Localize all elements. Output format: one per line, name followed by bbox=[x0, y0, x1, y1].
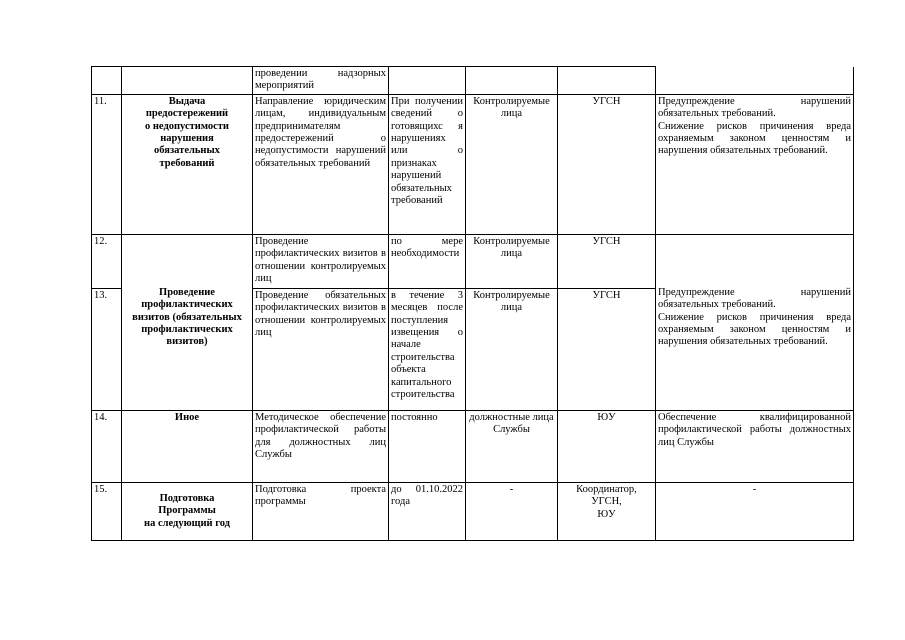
measure-title bbox=[122, 67, 253, 95]
measure-result: Предупреждение нарушений обязательных требований. Снижение рисков причинения вреда охраняемым законом ценностям и нарушения обязательных требований. bbox=[656, 94, 854, 234]
row-number bbox=[92, 67, 122, 95]
measure-action: Направление юридическим лицам, индивидуальным предпринимателям предостережений о недопустимости нарушений обязательных требований bbox=[253, 94, 389, 234]
measure-subjects: должностные лица Службы bbox=[466, 410, 558, 482]
measure-action: Проведение профилактических визитов в отношении контролируемых лиц bbox=[253, 234, 389, 288]
measure-result: - bbox=[656, 482, 854, 540]
measure-action: проведении надзорных мероприятий bbox=[253, 67, 389, 95]
measure-action: Подготовка проекта программы bbox=[253, 482, 389, 540]
measure-department: УГСН bbox=[558, 94, 656, 234]
measure-department bbox=[558, 67, 656, 95]
measure-subjects bbox=[466, 67, 558, 95]
measure-subjects: Контролируемые лица bbox=[466, 94, 558, 234]
measure-term: по мере необходимости bbox=[389, 234, 466, 288]
measure-title: Проведение профилактических визитов (обязательных профилактических визитов) bbox=[122, 234, 253, 410]
measure-title: Выдача предостережений о недопустимости нарушения обязательных требований bbox=[122, 94, 253, 234]
measure-term: в течение 3 месяцев после поступления извещения о начале строительства объекта капитального строительства bbox=[389, 288, 466, 410]
measure-subjects: - bbox=[466, 482, 558, 540]
row-number: 12. bbox=[92, 234, 122, 288]
measure-term: При получении сведений о готовящихс я нарушениях или о признаках нарушений обязательных требований bbox=[389, 94, 466, 234]
measure-department: ЮУ bbox=[558, 410, 656, 482]
row-number: 15. bbox=[92, 482, 122, 540]
row-number: 14. bbox=[92, 410, 122, 482]
measure-term: постоянно bbox=[389, 410, 466, 482]
row-number: 11. bbox=[92, 94, 122, 234]
table-row-continuation bbox=[92, 67, 854, 95]
table-row-12 bbox=[92, 234, 854, 288]
plan-table bbox=[91, 66, 854, 541]
measure-action: Проведение обязательных профилактических визитов в отношении контролируемых лиц bbox=[253, 288, 389, 410]
measure-department: Координатор, УГСН, ЮУ bbox=[558, 482, 656, 540]
measure-subjects: Контролируемые лица bbox=[466, 234, 558, 288]
measure-term bbox=[389, 67, 466, 95]
table-row-11 bbox=[92, 94, 854, 234]
measure-action: Методическое обеспечение профилактической работы для должностных лиц Службы bbox=[253, 410, 389, 482]
measure-title: Подготовка Программы на следующий год bbox=[122, 482, 253, 540]
measure-result bbox=[656, 67, 854, 95]
table-row-15 bbox=[92, 482, 854, 540]
table-row-14 bbox=[92, 410, 854, 482]
row-number: 13. bbox=[92, 288, 122, 410]
measure-title: Иное bbox=[122, 410, 253, 482]
measure-term: до 01.10.2022 года bbox=[389, 482, 466, 540]
measure-result: Обеспечение квалифицированной профилактической работы должностных лиц Службы bbox=[656, 410, 854, 482]
measure-result: Предупреждение нарушений обязательных требований. Снижение рисков причинения вреда охраняемым законом ценностям и нарушения обязательных требований. bbox=[656, 234, 854, 410]
measure-department: УГСН bbox=[558, 288, 656, 410]
measure-department: УГСН bbox=[558, 234, 656, 288]
measure-subjects: Контролируемые лица bbox=[466, 288, 558, 410]
